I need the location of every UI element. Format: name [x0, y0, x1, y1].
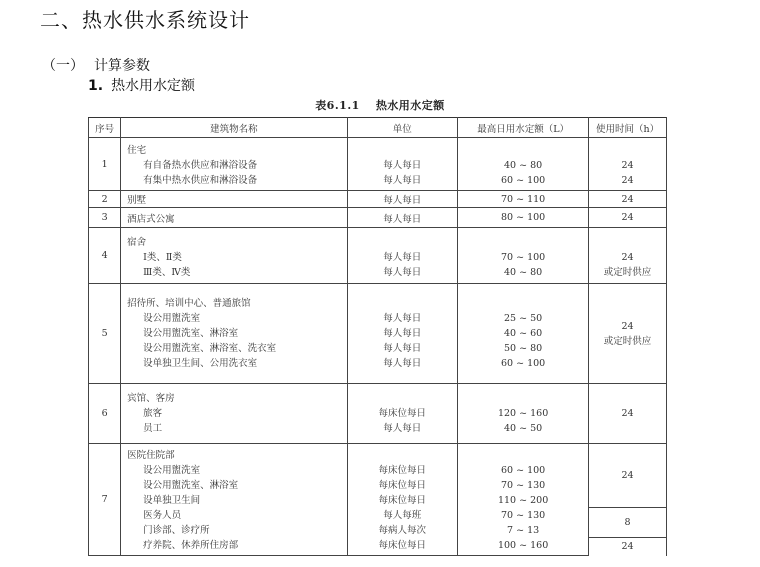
item-heading: [88, 75, 195, 95]
time-value: 24: [589, 208, 667, 228]
row-number: 4: [89, 228, 121, 284]
table-caption-number: 表6.1.1: [315, 99, 360, 112]
building-name-cell: 别墅: [121, 191, 347, 208]
table-caption-title: 热水用水定额: [375, 99, 445, 112]
quota-value: 100 ~ 160: [497, 540, 549, 551]
time-value: 24: [621, 320, 634, 332]
unit-cell: [347, 138, 458, 191]
time-value: 24: [621, 160, 634, 171]
category-label: 住宅: [127, 145, 147, 156]
subsection-number: （一）: [42, 58, 84, 74]
time-cell: [589, 228, 667, 284]
quota-value: 70 ~ 130: [500, 480, 546, 491]
unit-value: 每人每日: [383, 175, 422, 186]
quota-value: 80 ~ 100: [458, 208, 589, 228]
row-number: 5: [89, 284, 121, 384]
header-usage-time: 使用时间（h）: [589, 118, 667, 138]
time-value: 24: [621, 251, 634, 263]
row-number: 6: [89, 384, 121, 444]
unit-value: 每人每日: [383, 343, 422, 354]
row-number: 1: [89, 138, 121, 191]
time-value: 24: [621, 175, 634, 186]
header-no: 序号: [89, 118, 121, 138]
unit-value: 每人每日: [383, 313, 422, 324]
building-name-cell: [121, 138, 347, 191]
category-label: 宾馆、客房: [127, 393, 175, 404]
quota-value: 60 ~ 100: [500, 465, 546, 476]
table-row: [89, 191, 667, 208]
hot-water-quota-table: [88, 117, 667, 556]
quota-value: 40 ~ 60: [504, 328, 543, 339]
quota-value: 40 ~ 50: [504, 423, 543, 434]
building-name-cell: [121, 384, 347, 444]
quota-value: 25 ~ 50: [504, 313, 543, 324]
quota-value: 40 ~ 80: [504, 266, 543, 278]
quota-value: 70 ~ 100: [500, 251, 546, 263]
row-number: 7: [89, 444, 121, 556]
table-row: [89, 284, 667, 384]
unit-value: 每病人每次: [378, 525, 427, 536]
time-value: 8: [589, 508, 667, 538]
table-row: [89, 208, 667, 228]
table-row: [89, 384, 667, 444]
unit-value: 每人每日: [347, 208, 458, 228]
unit-value: 每人每日: [383, 358, 422, 369]
sub-item-name: 设公用盥洗室: [143, 465, 201, 476]
time-cell: [589, 138, 667, 191]
table-caption: [0, 97, 760, 113]
sub-item-name: 设单独卫生间: [143, 495, 201, 506]
section-title: 二、热水供水系统设计: [40, 8, 250, 32]
unit-value: 每人每班: [383, 510, 422, 521]
quota-value: 60 ~ 100: [500, 175, 546, 186]
time-note: 或定时供应: [603, 335, 652, 347]
header-building-name: 建筑物名称: [121, 118, 347, 138]
category-label: 招待所、培训中心、普通旅馆: [127, 298, 251, 309]
quota-cell: [458, 444, 589, 556]
table-row: [89, 228, 667, 284]
unit-value: 每人每日: [383, 266, 422, 278]
sub-item-name: 门诊部、诊疗所: [143, 525, 210, 536]
unit-value: 每人每日: [383, 160, 422, 171]
subsection-heading: [42, 55, 150, 75]
sub-item-name: Ⅰ类、Ⅱ类: [143, 251, 182, 263]
quota-value: 70 ~ 110: [458, 191, 589, 208]
sub-item-name: 设公用盥洗室: [143, 313, 201, 324]
header-quota: 最高日用水定额（L）: [458, 118, 589, 138]
sub-item-name: 旅客: [143, 408, 163, 419]
time-value: 24: [589, 384, 667, 444]
row-number: 3: [89, 208, 121, 228]
subsection-title: 计算参数: [94, 58, 150, 74]
quota-cell: [458, 284, 589, 384]
quota-value: 70 ~ 130: [500, 510, 546, 521]
quota-value: 60 ~ 100: [500, 358, 546, 369]
time-value: 24: [589, 444, 667, 508]
time-cell: [589, 284, 667, 384]
table-row: [89, 444, 667, 463]
quota-value: 120 ~ 160: [497, 408, 549, 419]
quota-value: 110 ~ 200: [497, 495, 549, 506]
unit-value: 每床位每日: [378, 480, 427, 491]
time-value: 24: [589, 191, 667, 208]
sub-item-name: 设公用盥洗室、淋浴室: [143, 328, 239, 339]
header-unit: 单位: [347, 118, 458, 138]
building-name-cell: [121, 228, 347, 284]
sub-item-name: Ⅲ类、Ⅳ类: [143, 266, 191, 278]
quota-cell: [458, 228, 589, 284]
table-header-row: [89, 118, 667, 138]
unit-value: 每人每日: [383, 328, 422, 339]
time-value: 24: [589, 538, 667, 556]
sub-item-name: 设公用盥洗室、淋浴室、洗衣室: [143, 343, 277, 354]
item-title: 热水用水定额: [111, 78, 196, 94]
unit-value: 每人每日: [383, 423, 422, 434]
building-name-cell: [121, 284, 347, 384]
unit-value: 每人每日: [383, 251, 422, 263]
row-number: 2: [89, 191, 121, 208]
sub-item-name: 设公用盥洗室、淋浴室: [143, 480, 239, 491]
sub-item-name: 医务人员: [143, 510, 182, 521]
unit-cell: [347, 228, 458, 284]
category-label: 宿舍: [127, 236, 147, 248]
unit-value: 每人每日: [347, 191, 458, 208]
item-number: 1.: [88, 78, 104, 94]
unit-value: 每床位每日: [378, 540, 427, 551]
unit-value: 每床位每日: [378, 408, 427, 419]
category-label: 医院住院部: [127, 450, 175, 461]
quota-value: 40 ~ 80: [504, 160, 543, 171]
sub-item-name: 员工: [143, 423, 163, 434]
unit-value: 每床位每日: [378, 495, 427, 506]
quota-cell: [458, 384, 589, 444]
sub-item-name: 有自备热水供应和淋浴设备: [143, 160, 258, 171]
unit-value: 每床位每日: [378, 465, 427, 476]
quota-cell: [458, 138, 589, 191]
sub-item-name: 设单独卫生间、公用洗衣室: [143, 358, 258, 369]
unit-cell: [347, 284, 458, 384]
unit-cell: [347, 444, 458, 556]
building-name-cell: 酒店式公寓: [121, 208, 347, 228]
building-name-cell: [121, 444, 347, 556]
time-note: 或定时供应: [603, 266, 652, 278]
table-row: [89, 138, 667, 191]
unit-cell: [347, 384, 458, 444]
quota-value: 7 ~ 13: [507, 525, 540, 536]
sub-item-name: 疗养院、休养所住房部: [143, 540, 239, 551]
sub-item-name: 有集中热水供应和淋浴设备: [143, 175, 258, 186]
quota-value: 50 ~ 80: [504, 343, 543, 354]
